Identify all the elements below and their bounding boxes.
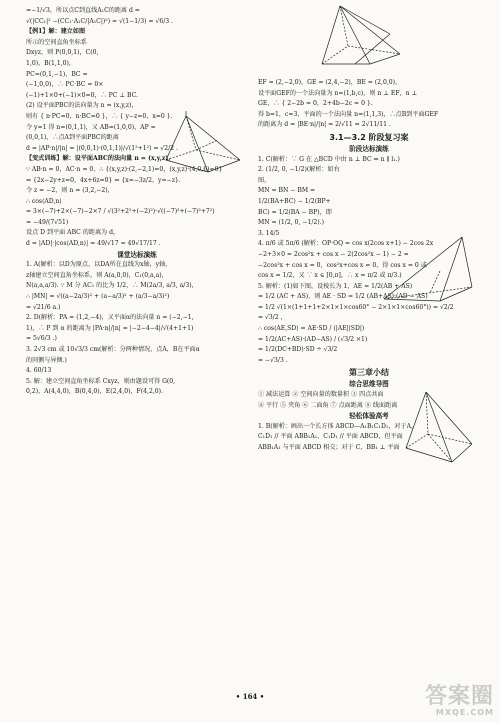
text-line: = 3×(−7)+2×(−7)−2×7 / √(3²+2²+(−2)²)·√((−7)²+(−7)²+7²) — [26, 208, 215, 216]
text-line: 3. 2√3 cm 或 10√3/3 cm(解析：分两种情况，点A，B在平面α — [26, 346, 200, 353]
left-column — [26, 6, 248, 398]
text-line: 1. C(解析：∵ G 在 △BCD 中由 n ⊥ BC ⇒ n ∥ l₁.) — [258, 155, 400, 163]
pyramid-figure — [156, 110, 248, 180]
pyramid-figure-sabcd — [398, 388, 478, 468]
text-line: 的距离为 d = |BE·n|/|n| = 2/√11 = 2√11/11 . — [258, 121, 391, 129]
text-line: (−1,0,0)，∴ PC·BC = 0× — [26, 81, 104, 89]
subsection-heading: 阶段达标演练 — [349, 144, 389, 153]
text-line: 图， — [258, 176, 271, 184]
text-line: 3. 14/5 — [258, 229, 280, 237]
text-line: MN = (1/2, 0, −1/2).) — [258, 219, 324, 227]
text-line: 【例1】解：建立如图 — [26, 28, 86, 36]
text-line: (0,0,1)，∴点A到平面PBC的距离 — [26, 134, 119, 142]
text-line: z轴建立空间直角坐标系，则 A(a,0,0)，C₁(0,a,a)， — [26, 271, 168, 279]
text-line: ABB₁A₁ 与平面 ABCD 相交；对于 C，BB₁ ⊥ 平面 — [258, 444, 400, 451]
text-line: 1. B(解析：画出一个长方体 ABCD—A₁B₁C₁D₁，对于A， — [258, 422, 418, 430]
chapter-heading: 第三章小结 — [349, 368, 389, 378]
text-line: 的同侧与异侧.) — [26, 356, 67, 364]
text-line: BC) = 1/2(BA − BP)，即 — [258, 208, 332, 216]
text-line: 4. 60/13 — [26, 367, 52, 375]
text-line: ∴ cos⟨AE,SD⟩ = AE·SD / (|AE||SD|) — [258, 325, 365, 333]
text-line: ∴ cos⟨AD,n⟩ — [26, 197, 62, 205]
text-line: 1/2(BA+BC) − 1/2(BP+ — [258, 197, 331, 205]
text-line: = 1/2(AC+AS)·(AD−AS) / (√3/2 ×1) — [258, 335, 368, 343]
text-line: = −√3/3 . — [258, 356, 288, 364]
text-line: −2cos²x + cos x = 0，cos²x+cos x = 0，得 cos x = 0 或 — [258, 261, 427, 269]
text-line: (−1)+1×0+(−1)×0=0，∴ PC ⊥ BC. — [26, 91, 138, 99]
text-line: 【变式训练】解：设平面ABC的法向量 n = (x,y,z)， — [26, 155, 175, 163]
text-line: GE，∴ { 2−2b = 0，2+4b−2c = 0 }. — [258, 100, 373, 108]
text-line: = √21/6 a.) — [26, 303, 61, 311]
text-line: 则有 { n·PC=0，n·BC=0 }，∴ { y−z=0，x=0 }. — [26, 112, 173, 120]
section-heading: 课堂达标演练 — [117, 250, 157, 259]
text-line: MN = BN − BM = — [258, 187, 316, 195]
text-line: 1)，∴ P 到 α 的距离为 |PA·n|/|n| = |−2−4−4|/√(4+1+1) — [26, 324, 194, 332]
text-line: 2. (1/2, 0, −1/2)(解析：如右 — [258, 166, 340, 174]
text-line: 2. D(解析：PA = (1,2,−4)，又平面α的法向量 n = (−2,−1, — [26, 314, 194, 322]
text-line: d = |AD|·|cos⟨AD,n⟩| = 49/√17 = 49√17/17 . — [26, 240, 161, 248]
text-line: = −49/(7√51) — [26, 218, 69, 226]
subsection-heading: 综合思维导图 — [349, 380, 389, 389]
text-line: (2) 设平面PBC的法向量为 n = (x,y,z)， — [26, 102, 138, 110]
text-line: ① 减法运算 ② 空间向量的数量积 ③ 四点共面 — [258, 391, 384, 399]
text-line: √(|CC₁|² −(CC₁·A₁C/|A₁C|)²) = √(1−1/3) = √6/3 . — [26, 17, 174, 25]
subsection-heading: 轻松体验高考 — [349, 412, 389, 421]
pyramid-figure-mn — [380, 235, 475, 305]
text-line: EF = (2,−2,0)，GE = (2,4,−2)，BE = (2,0,0)， — [258, 79, 402, 86]
text-line: 1. A(解析：以D为原点，以DA所在直线为x轴，y轴， — [26, 261, 172, 269]
text-line: N(a,a,a/3). ∵ M 分 AC₁ 的比为 1/2，∴ M(2a/3, a/3, a/3)， — [26, 282, 198, 290]
text-line: d = |AP·n|/|n| = |(0,0,1)·(0,1,1)|/√(1²+1²) = √2/2 . — [26, 144, 178, 152]
text-line: 设平面GEF的一个法向量为 n=(1,b,c)，则 n ⊥ EF，n ⊥ — [258, 89, 418, 97]
text-line: = 1/2 √(1×(1+1+1+2×1×1×cos60° − 2×1×1×cos60°)) = √2/2 — [258, 303, 454, 311]
text-line: cos x = 1/2，又 ∵ x ∈ [0,π]，∴ x = π/2 或 π/3.) — [258, 272, 402, 280]
text-line: 令 y=1 得 n=(0,1,1)，又 AB=(1,0,0)，AP = — [26, 123, 156, 131]
text-line: ⇒ {2x−2y+z=0，4x+6z=0} ⇒ {x=−3z/2，y=−z}. — [26, 176, 181, 184]
text-line: ∵ AB·n = 0，AC·n = 0，∴ {(x,y,z)·(2,−2,1)=0，(x,y,z)·(4,0,6)=0} — [26, 165, 223, 173]
text-line: ④ 平行 ⑤ 夹角 ⑥ 二面角 ⑦ 点面距离 ⑧ 线面距离 — [258, 401, 398, 409]
text-line: 设点 D 到平面 ABC 的距离为 d， — [26, 229, 120, 237]
text-line: 1,0)，B(1,1,0)， — [26, 59, 75, 67]
text-line: −2+3×0 = 2cos²x + cos x − 2(2cos²x − 1) − 2 = — [258, 250, 409, 258]
text-line: 得 b=1，c=3，平面的一个法向量 n=(1,1,3)，∴点B到平面GEF — [258, 110, 439, 118]
text-line: 令 z = −2，则 n = (3,2,−2)， — [26, 187, 114, 195]
text-line: Dxyz，则 P(0,0,1)，C(0, — [26, 49, 99, 57]
text-line: ∴ |MN| = √((a−2a/3)² + (a−a/3)² + (a/3−a/3)²) — [26, 293, 170, 301]
text-line: =−1/√3，所以点C到直线A₁C的距离 d = — [26, 7, 140, 14]
text-line: = √3/2 ， — [258, 314, 287, 322]
text-line: C₁D₁ // 平面 ABB₁A₁，C₁D₁ // 平面 ABCD，但平面 — [258, 433, 403, 441]
text-line: PC=(0,1,−1)，BC = — [26, 70, 88, 78]
tetrahedron-figure-gef — [300, 4, 410, 76]
page-number: • 164 • — [235, 692, 265, 701]
text-line: 0,2)，A(4,4,0)，B(0,4,0)，E(2,4,0)，F(4,2,0). — [26, 388, 163, 396]
text-line: 4. π/6 或 5π/6 (解析：OP·OQ = cos x(2cos x+1) − 2cos 2x — [258, 240, 434, 248]
watermark-logo — [425, 686, 494, 717]
text-line: 5. 解：建立空间直角坐标系 Cxyz，则由题设可得 G(0, — [26, 377, 176, 385]
text-line: 所示的空间直角坐标系 — [26, 38, 87, 46]
text-line: = 1/2(DC+BD)·SD ÷ √3/2 — [258, 346, 338, 354]
text-line: = 5√6/3 .) — [26, 335, 57, 343]
section-heading: 3.1—3.2 阶段复习案 — [329, 132, 409, 142]
watermark-url: MXQE.COM — [435, 708, 494, 717]
watermark-text: 答案圈 — [424, 684, 494, 709]
text-line: = 1/2 (AC + AS)，则 AE · SD = 1/2 (AB+AS)·(AD − AS) — [258, 293, 428, 301]
text-line: 5. 解析：(1)如下图，设棱长为 1，AE = 1/2(AB + AS) — [258, 282, 413, 290]
